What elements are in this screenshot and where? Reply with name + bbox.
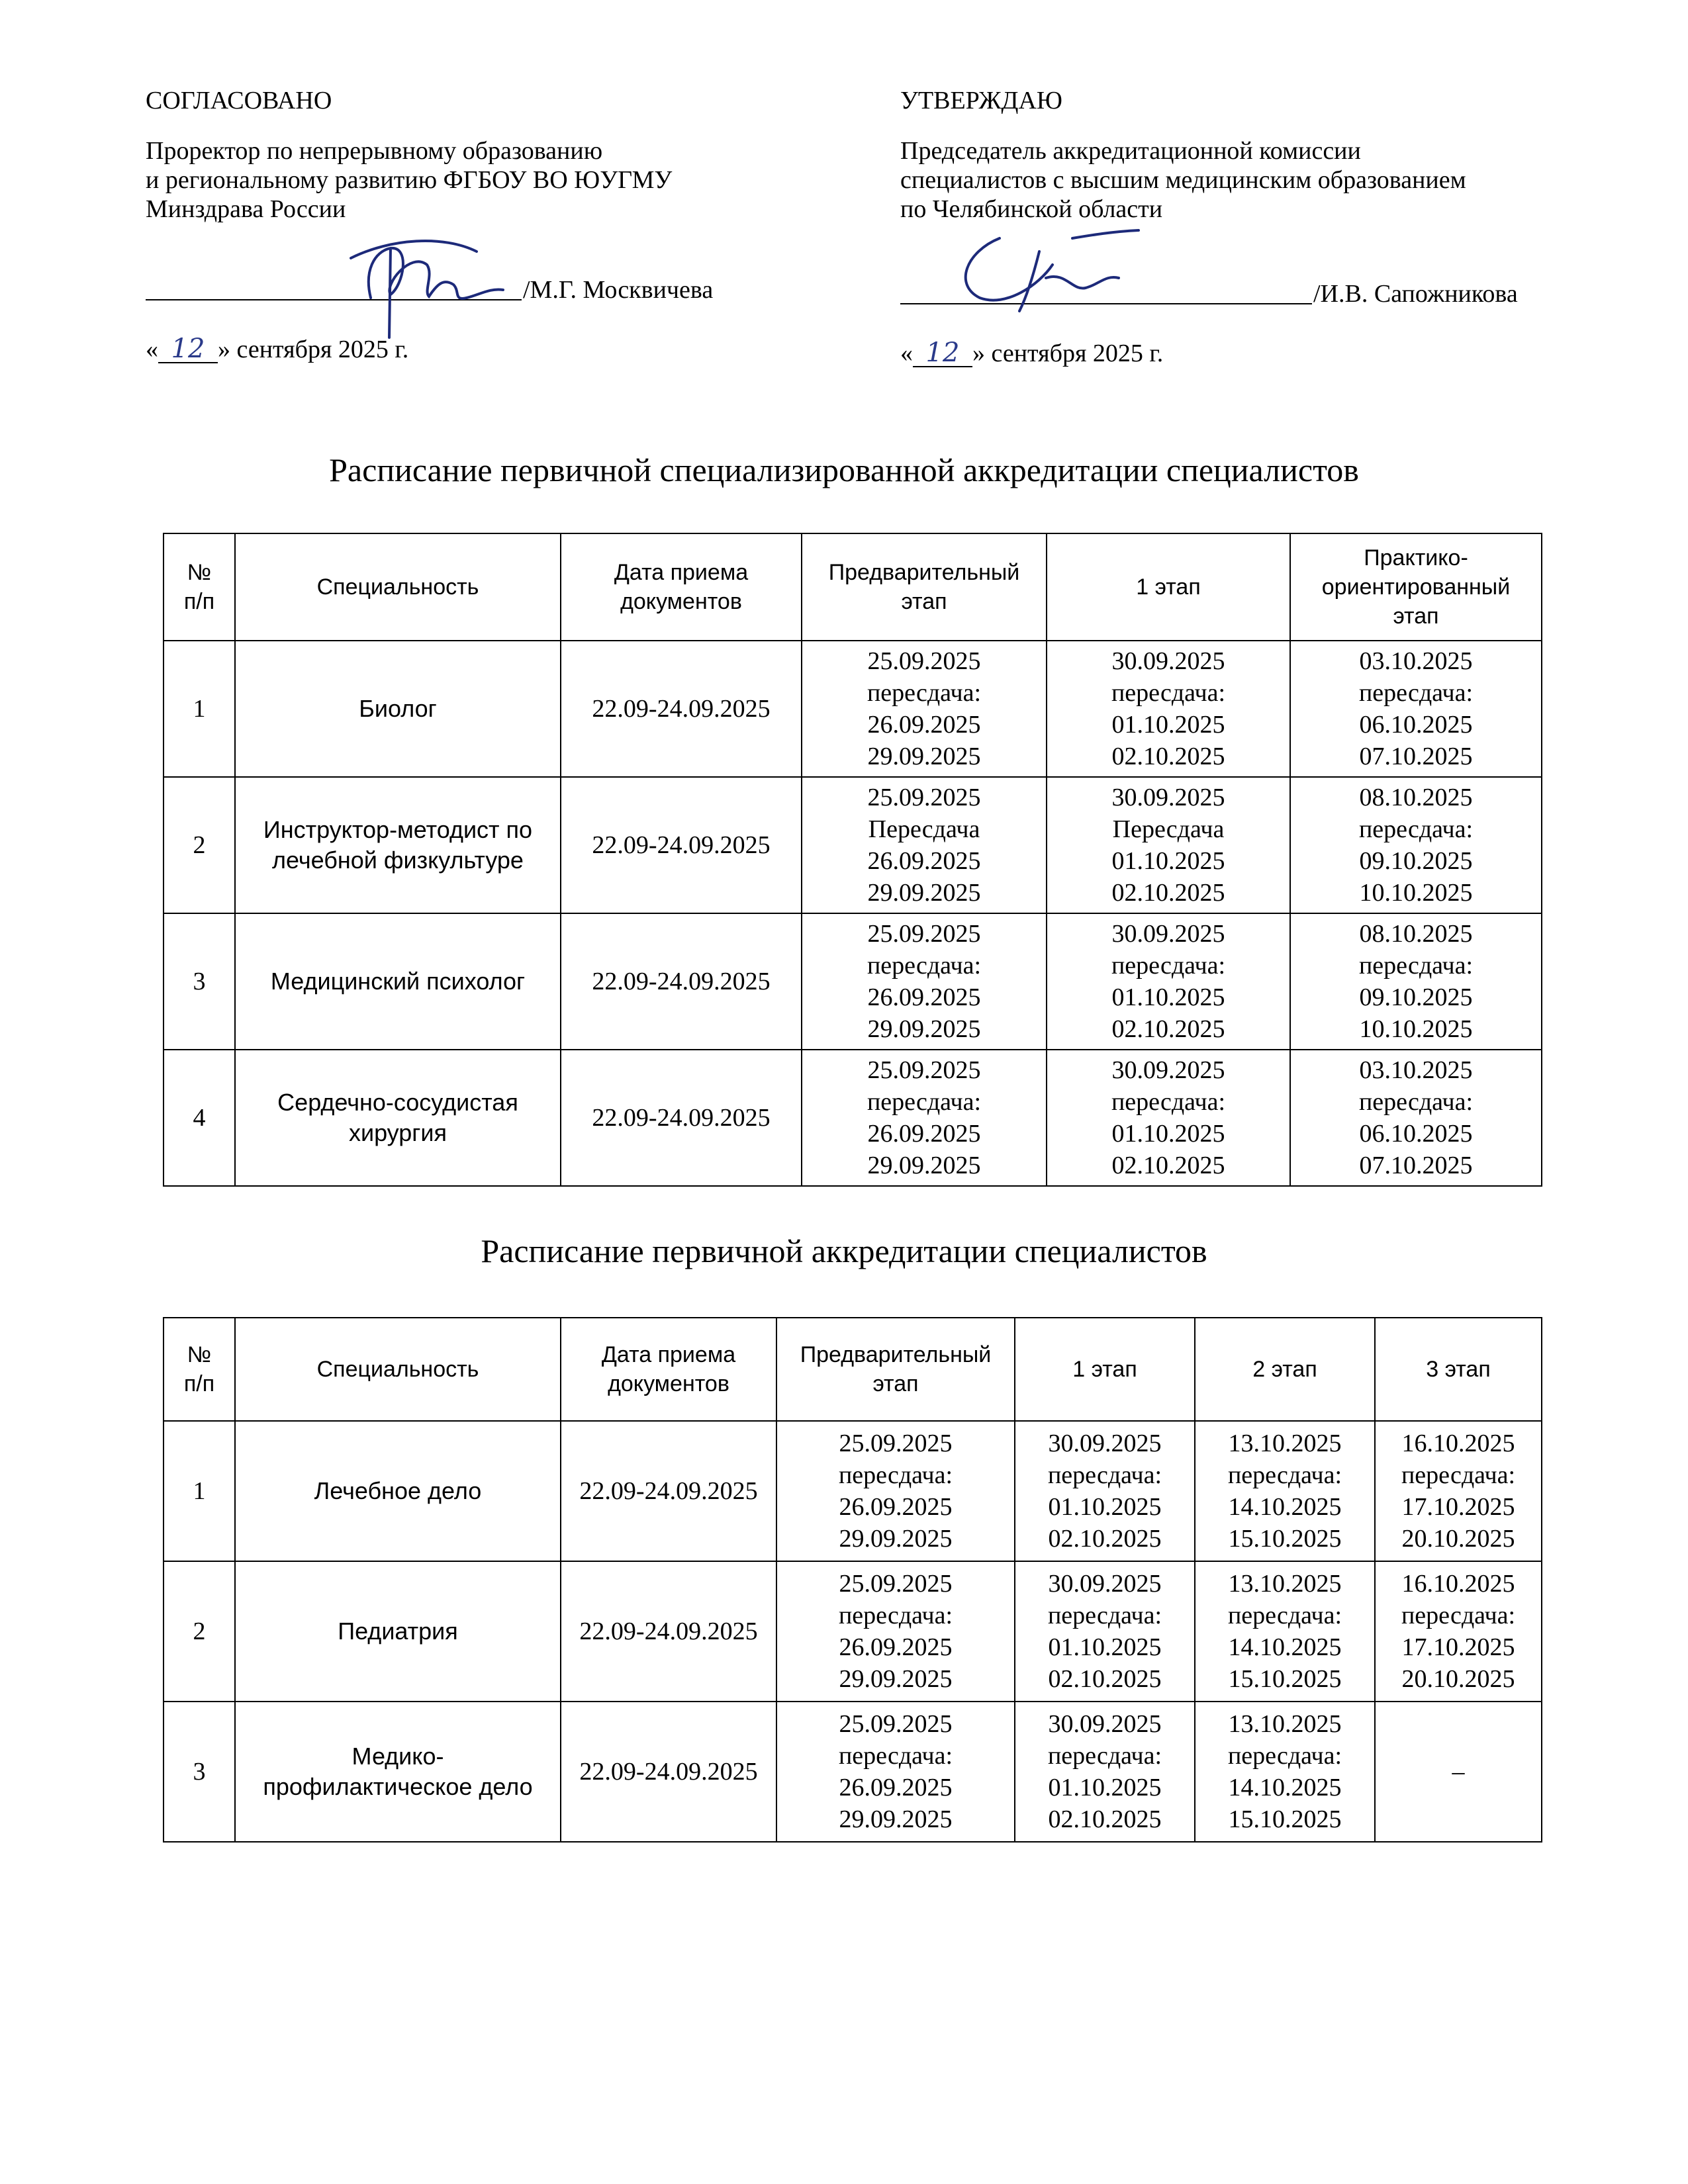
table-row (164, 777, 1542, 913)
row-practice: 03.10.2025 пересдача: 06.10.2025 07.10.2025 (1290, 1050, 1542, 1186)
header-preliminary: Предварительный этап (802, 533, 1047, 641)
row-practice: 08.10.2025 пересдача: 09.10.2025 10.10.2025 (1290, 777, 1542, 913)
row-practice: 03.10.2025 пересдача: 06.10.2025 07.10.2025 (1290, 641, 1542, 777)
approval-left (146, 86, 672, 224)
row-preliminary: 25.09.2025 пересдача: 26.09.2025 29.09.2025 (776, 1561, 1015, 1702)
row-doc-date: 22.09-24.09.2025 (561, 1050, 802, 1186)
row-stage1: 30.09.2025 пересдача: 01.10.2025 02.10.2025 (1047, 641, 1290, 777)
row-doc-date: 22.09-24.09.2025 (561, 777, 802, 913)
header-doc-date: Дата приема документов (561, 533, 802, 641)
table-row (164, 1050, 1542, 1186)
header-preliminary: Предварительный этап (776, 1318, 1015, 1421)
row-num: 2 (164, 777, 235, 913)
header-stage1: 1 этап (1015, 1318, 1195, 1421)
table-row (164, 1702, 1542, 1842)
date-month-year: » сентября 2025 г. (218, 336, 409, 363)
row-preliminary: 25.09.2025 Пересдача 26.09.2025 29.09.2025 (802, 777, 1047, 913)
row-num: 3 (164, 1702, 235, 1842)
signer-left: /М.Г. Москвичева (523, 276, 714, 304)
header-stage3: 3 этап (1375, 1318, 1542, 1421)
specialized-accreditation-table (163, 533, 1542, 1187)
row-doc-date: 22.09-24.09.2025 (561, 1702, 776, 1842)
row-specialty: Медицинский психолог (235, 913, 561, 1050)
table-row (164, 1421, 1542, 1561)
row-preliminary: 25.09.2025 пересдача: 26.09.2025 29.09.2025 (802, 913, 1047, 1050)
row-num: 3 (164, 913, 235, 1050)
row-preliminary: 25.09.2025 пересдача: 26.09.2025 29.09.2025 (802, 641, 1047, 777)
header-stage1: 1 этап (1047, 533, 1290, 641)
row-num: 1 (164, 641, 235, 777)
date-open-quote: « (146, 336, 158, 363)
signature-right (940, 212, 1152, 331)
header-num: № п/п (164, 1318, 235, 1421)
row-stage1: 30.09.2025 пересдача: 01.10.2025 02.10.2025 (1015, 1561, 1195, 1702)
row-preliminary: 25.09.2025 пересдача: 26.09.2025 29.09.2025 (802, 1050, 1047, 1186)
approval-right-line: Председатель аккредитационной комиссии (900, 137, 1361, 165)
row-stage2: 13.10.2025 пересдача: 14.10.2025 15.10.2025 (1195, 1702, 1375, 1842)
header-specialty: Специальность (235, 533, 561, 641)
row-specialty: Сердечно-сосудистая хирургия (235, 1050, 561, 1186)
row-specialty: Медико- профилактическое дело (235, 1702, 561, 1842)
row-doc-date: 22.09-24.09.2025 (561, 913, 802, 1050)
table-row (164, 913, 1542, 1050)
approval-right (900, 86, 1466, 224)
approval-left-line: Проректор по непрерывному образованию (146, 137, 603, 165)
date-day-handwritten: 12 (913, 340, 972, 367)
table1-title: Расписание первичной специализированной аккредитации специалистов (329, 451, 1359, 488)
header-specialty: Специальность (235, 1318, 561, 1421)
signature-left (311, 212, 510, 344)
table-row (164, 641, 1542, 777)
signer-right: /И.В. Сапожникова (1313, 280, 1518, 308)
date-month-year: » сентября 2025 г. (972, 340, 1164, 367)
row-specialty: Лечебное дело (235, 1421, 561, 1561)
row-stage1: 30.09.2025 пересдача: 01.10.2025 02.10.2025 (1047, 913, 1290, 1050)
row-practice: 08.10.2025 пересдача: 09.10.2025 10.10.2025 (1290, 913, 1542, 1050)
approval-left-heading: СОГЛАСОВАНО (146, 87, 332, 114)
date-open-quote: « (900, 340, 913, 367)
row-stage3: – (1375, 1702, 1542, 1842)
date-day-handwritten: 12 (158, 336, 218, 363)
approval-right-date (900, 339, 1163, 368)
approval-left-line: Минздрава России (146, 195, 346, 223)
row-specialty: Биолог (235, 641, 561, 777)
header-num: № п/п (164, 533, 235, 641)
row-num: 2 (164, 1561, 235, 1702)
row-num: 1 (164, 1421, 235, 1561)
row-stage2: 13.10.2025 пересдача: 14.10.2025 15.10.2025 (1195, 1421, 1375, 1561)
row-specialty: Инструктор-методист по лечебной физкультуре (235, 777, 561, 913)
row-doc-date: 22.09-24.09.2025 (561, 1421, 776, 1561)
row-stage1: 30.09.2025 пересдача: 01.10.2025 02.10.2025 (1015, 1421, 1195, 1561)
header-doc-date: Дата приема документов (561, 1318, 776, 1421)
row-preliminary: 25.09.2025 пересдача: 26.09.2025 29.09.2025 (776, 1421, 1015, 1561)
table-header-row (164, 533, 1542, 641)
row-doc-date: 22.09-24.09.2025 (561, 1561, 776, 1702)
row-stage3: 16.10.2025 пересдача: 17.10.2025 20.10.2025 (1375, 1421, 1542, 1561)
table-row (164, 1561, 1542, 1702)
approval-left-line: и региональному развитию ФГБОУ ВО ЮУГМУ (146, 166, 673, 194)
row-preliminary: 25.09.2025 пересдача: 26.09.2025 29.09.2025 (776, 1702, 1015, 1842)
approval-right-heading: УТВЕРЖДАЮ (900, 87, 1062, 114)
row-stage1: 30.09.2025 пересдача: 01.10.2025 02.10.2025 (1047, 1050, 1290, 1186)
header-practice: Практико- ориентированный этап (1290, 533, 1542, 641)
approval-right-line: специалистов с высшим медицинским образованием (900, 166, 1466, 194)
row-stage1: 30.09.2025 пересдача: 01.10.2025 02.10.2025 (1015, 1702, 1195, 1842)
row-stage2: 13.10.2025 пересдача: 14.10.2025 15.10.2025 (1195, 1561, 1375, 1702)
table-header-row (164, 1318, 1542, 1421)
primary-accreditation-table (163, 1317, 1542, 1843)
row-stage3: 16.10.2025 пересдача: 17.10.2025 20.10.2025 (1375, 1561, 1542, 1702)
row-stage1: 30.09.2025 Пересдача 01.10.2025 02.10.2025 (1047, 777, 1290, 913)
approval-left-date (146, 335, 408, 364)
table2-title: Расписание первичной аккредитации специалистов (481, 1232, 1207, 1269)
row-doc-date: 22.09-24.09.2025 (561, 641, 802, 777)
header-stage2: 2 этап (1195, 1318, 1375, 1421)
row-specialty: Педиатрия (235, 1561, 561, 1702)
row-num: 4 (164, 1050, 235, 1186)
approval-right-line: по Челябинской области (900, 195, 1163, 223)
